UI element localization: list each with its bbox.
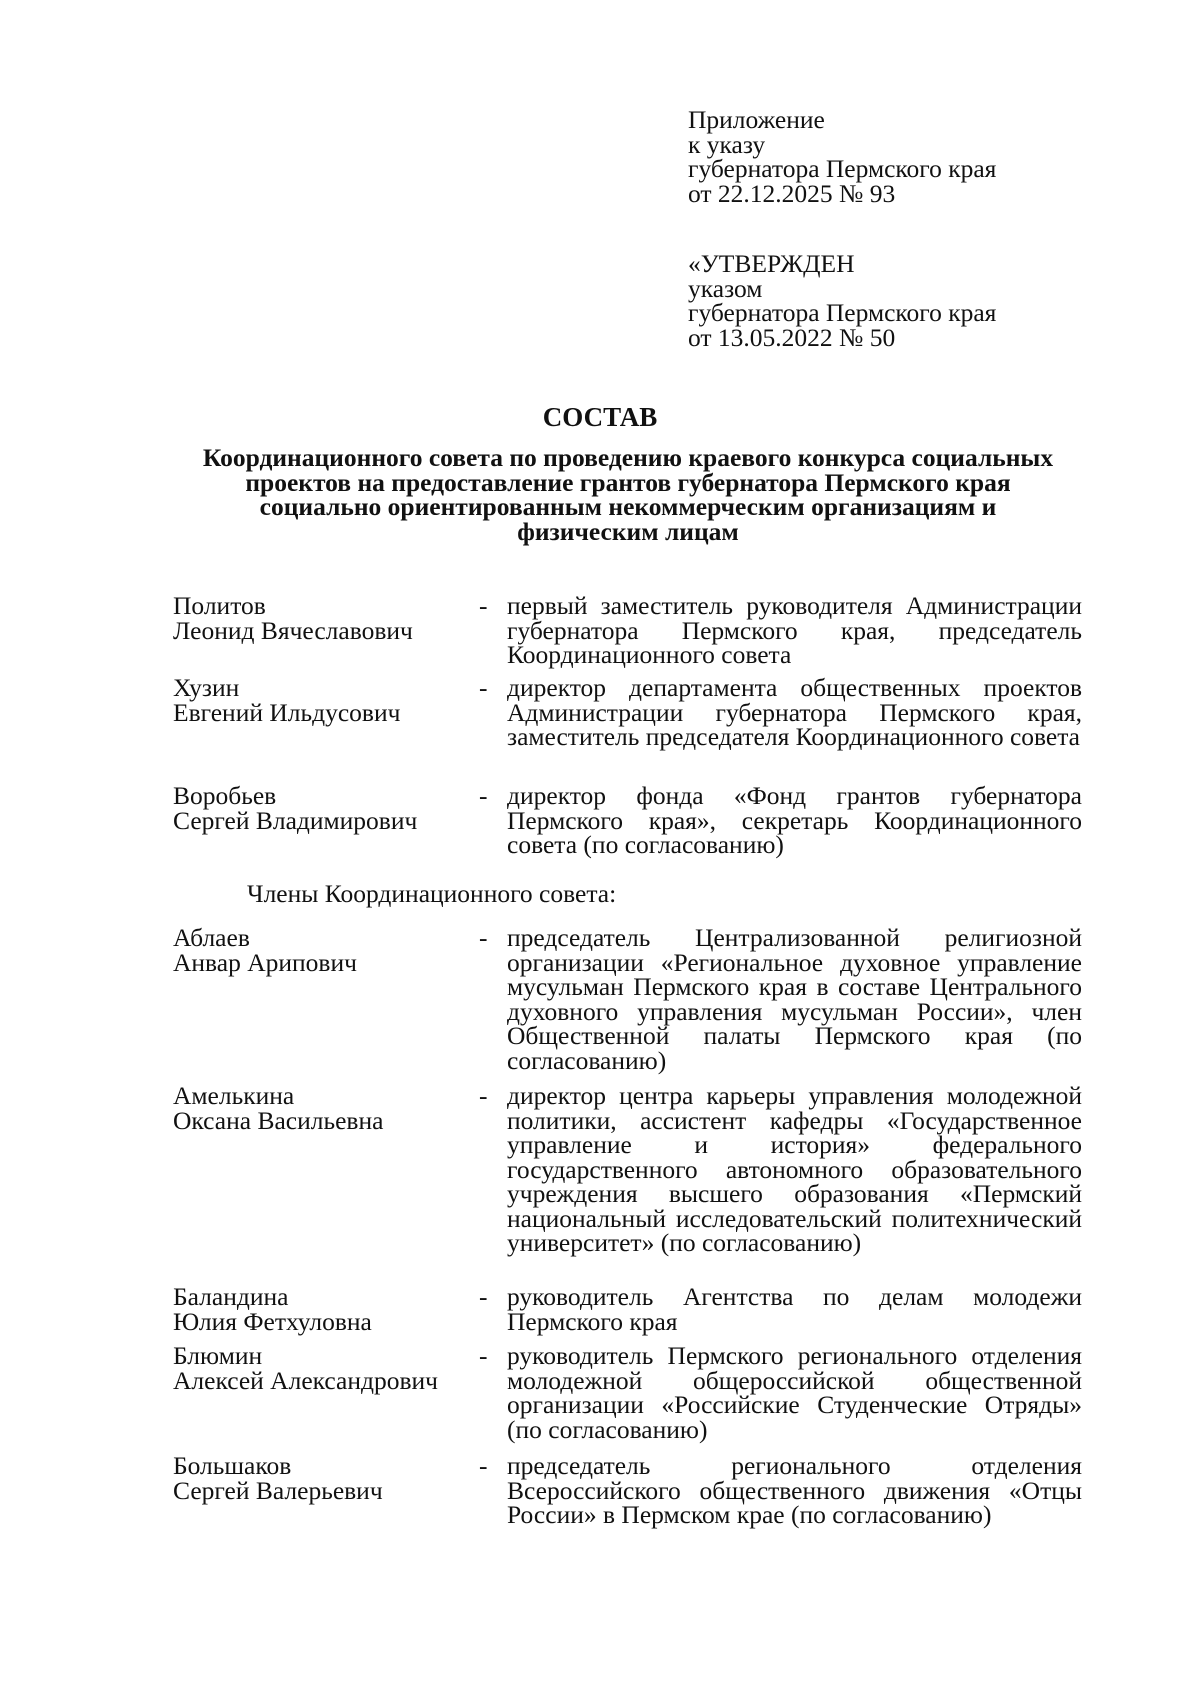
separator-dash: - — [479, 673, 488, 702]
person-surname: Хузин — [173, 673, 240, 702]
person-surname: Большаков — [173, 1451, 292, 1480]
separator-dash: - — [479, 923, 488, 952]
person-name — [173, 781, 473, 835]
person-role: руководитель Агентства по делам молодежи Пермского края — [507, 1282, 1082, 1336]
members-heading: Члены Координационного совета: — [247, 879, 617, 908]
person-surname: Амелькина — [173, 1081, 295, 1110]
person-name — [173, 1341, 473, 1395]
person-role: директор департамента общественных проектов Администрации губернатора Пермского края, заместитель председателя Координационного совета — [507, 673, 1082, 751]
person-role: руководитель Пермского регионального отделения молодежной общероссийской общественной организации «Российские Студенческие Отряды» (по согласованию) — [507, 1341, 1082, 1444]
document-subtitle: Координационного совета по проведению краевого конкурса социальных проектов на предоставление грантов губернатора Пермского края социально ориентированным некоммерческим организациям и физическим лицам — [202, 443, 1054, 546]
person-name — [173, 1081, 473, 1135]
separator-dash: - — [479, 781, 488, 810]
person-given-name: Алексей Александрович — [173, 1365, 438, 1395]
person-given-name: Сергей Валерьевич — [173, 1475, 383, 1505]
person-given-name: Анвар Арипович — [173, 947, 357, 977]
person-name — [173, 1451, 473, 1505]
separator-dash: - — [479, 1081, 488, 1110]
person-surname: Баландина — [173, 1282, 289, 1311]
person-surname: Политов — [173, 591, 266, 620]
approved-line: указом — [688, 273, 763, 303]
person-role: директор центра карьеры управления молодежной политики, ассистент кафедры «Государственное управление и история» федерального государственного автономного образовательного учреждения высшего образования «Пермский национальный исследовательский политехнический университет» (по согласованию) — [507, 1081, 1082, 1257]
separator-dash: - — [479, 1282, 488, 1311]
person-role: первый заместитель руководителя Администрации губернатора Пермского края, председатель Координационного совета — [507, 591, 1082, 669]
separator-dash: - — [479, 1341, 488, 1370]
approved-line: от 13.05.2022 № 50 — [688, 322, 896, 352]
person-name — [173, 1282, 473, 1336]
appendix-line: к указу — [688, 129, 766, 159]
approved-line: «УТВЕРЖДЕН — [688, 249, 855, 278]
person-surname: Воробьев — [173, 781, 277, 810]
person-name — [173, 591, 473, 645]
person-given-name: Евгений Ильдусович — [173, 697, 401, 727]
person-surname: Блюмин — [173, 1341, 263, 1370]
approved-line: губернатора Пермского края — [688, 298, 997, 327]
approved-block — [688, 249, 997, 352]
person-role: председатель регионального отделения Всероссийского общественного движения «Отцы России» в Пермском крае (по согласованию) — [507, 1451, 1082, 1529]
appendix-line: Приложение — [688, 105, 825, 134]
person-name — [173, 673, 473, 727]
person-given-name: Леонид Вячеславович — [173, 615, 413, 645]
person-given-name: Юлия Фетхуловна — [173, 1306, 372, 1336]
person-role: председатель Централизованной религиозной организации «Региональное духовное управление мусульман Пермского края в составе Центрального духовного управления мусульман России», член Общественной палаты Пермского края (по согласованию) — [507, 923, 1082, 1075]
appendix-line: губернатора Пермского края — [688, 154, 997, 183]
person-given-name: Оксана Васильевна — [173, 1105, 384, 1135]
person-name — [173, 923, 473, 977]
person-role: директор фонда «Фонд грантов губернатора Пермского края», секретарь Координационного совета (по согласованию) — [507, 781, 1082, 859]
appendix-block — [688, 105, 997, 208]
separator-dash: - — [479, 1451, 488, 1480]
separator-dash: - — [479, 591, 488, 620]
document-title: СОСТАВ — [542, 402, 658, 432]
person-given-name: Сергей Владимирович — [173, 805, 418, 835]
person-surname: Аблаев — [173, 923, 250, 952]
appendix-line: от 22.12.2025 № 93 — [688, 178, 896, 208]
